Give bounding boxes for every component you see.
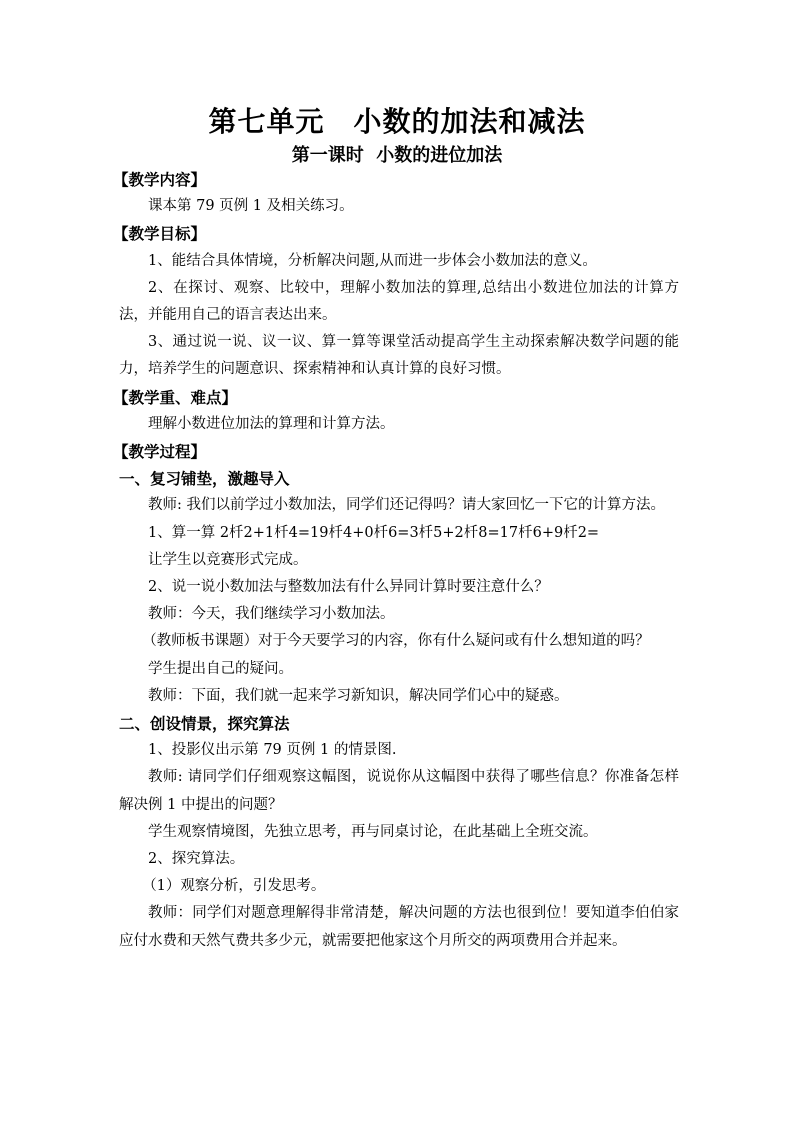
section-heading-key-points: 【教学重、难点】 xyxy=(113,387,238,407)
part1-board-title: （教师板书课题）对于今天要学习的内容，你有什么疑问或有什么想知道的吗？ xyxy=(142,633,650,650)
goal-3: 3、通过说一说、议一议、算一算等课堂活动提高学生主动探索解决数学问题的能力，培养学生的问题意识、探索精神和认真计算的良好习惯。 xyxy=(119,334,679,378)
part1-teacher-intro: 教师: 我们以前学过小数加法，同学们还记得吗？请大家回忆一下它的计算方法。 xyxy=(148,497,665,514)
part2-student-discuss: 学生观察情境图，先独立思考，再与同桌讨论，在此基础上全班交流。 xyxy=(148,823,598,840)
key-points-text: 理解小数进位加法的算理和计算方法。 xyxy=(148,415,395,432)
part1-discussion: 2、说一说小数加法与整数加法有什么异同计算时要注意什么？ xyxy=(148,579,549,596)
part1-teacher-continue: 教师：今天，我们继续学习小数加法。 xyxy=(148,606,395,623)
part2-teacher-merge: 教师：同学们对题意理解得非常清楚，解决问题的方法也很到位！要知道李伯伯家应付水费和天然气费共多少元，就需要把他家这个月所交的两项费用合并起来。 xyxy=(119,905,679,949)
part1-heading: 一、复习铺垫，激趣导入 xyxy=(119,469,290,489)
part2-teacher-observe: 教师: 请同学们仔细观察这幅图，说说你从这幅图中获得了哪些信息？你准备怎样解决例 1 中提出的问题？ xyxy=(119,769,679,813)
goal-1: 1、能结合具体情境，分析解决问题,从而进一步体会小数加法的意义。 xyxy=(148,252,597,269)
unit-title: 第七单元 小数的加法和减法 xyxy=(208,105,586,138)
document-body xyxy=(113,166,679,955)
part1-teacher-next: 教师：下面，我们就一起来学习新知识，解决同学们心中的疑惑。 xyxy=(148,687,569,704)
part1-student-questions: 学生提出自己的疑问。 xyxy=(148,660,293,677)
part2-observe-analyze: （1）观察分析，引发思考。 xyxy=(142,878,326,895)
part2-heading: 二、创设情景，探究算法 xyxy=(119,714,290,734)
section-heading-content: 【教学内容】 xyxy=(113,170,207,189)
part2-explore: 2、探究算法。 xyxy=(148,851,245,868)
section-heading-goals: 【教学目标】 xyxy=(113,224,207,244)
goal-2: 2、在探讨、观察、比较中，理解小数加法的算理,总结出小数进位加法的计算方法，并能用自己的语言表达出来。 xyxy=(119,279,679,324)
section-heading-process: 【教学过程】 xyxy=(113,442,207,462)
content-text: 课本第 79 页例 1 及相关练习。 xyxy=(148,198,354,215)
part1-competition: 让学生以竞赛形式完成。 xyxy=(148,551,308,568)
part2-projector: 1、投影仪出示第 79 页例 1 的情景图. xyxy=(148,742,397,759)
lesson-title: 第一课时 小数的进位加法 xyxy=(291,145,503,166)
part1-calc-exercise: 1、算一算 2杄2+1杄4=19杄4+0杄6=3杄5+2杄8=17杄6+9杄2= xyxy=(148,524,600,541)
